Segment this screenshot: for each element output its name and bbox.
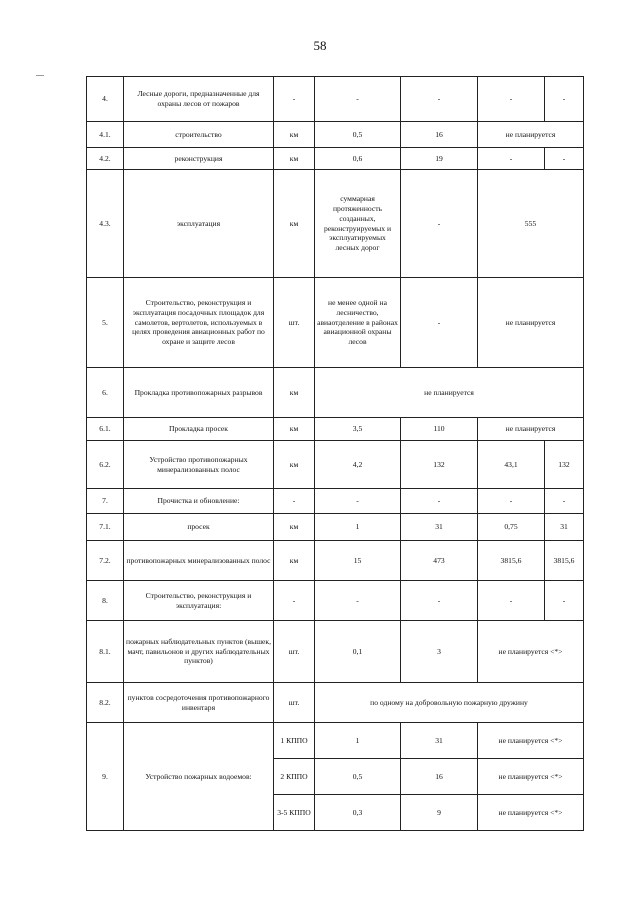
row-name: Устройство пожарных водоемов: — [124, 723, 274, 831]
table-row — [87, 418, 584, 441]
row-name: Устройство противопожарных минерализованных полос — [124, 441, 274, 489]
row-name: Прокладка противопожарных разрывов — [124, 368, 274, 418]
row-merged-value: не планируется <*> — [478, 795, 584, 831]
row-value: 0,6 — [315, 148, 401, 170]
row-value: 1 — [315, 723, 401, 759]
row-name: Лесные дороги, предназначенные для охраны лесов от пожаров — [124, 77, 274, 122]
row-name: реконструкция — [124, 148, 274, 170]
table-row — [87, 441, 584, 489]
row-value: - — [545, 77, 584, 122]
row-value: - — [545, 581, 584, 621]
row-number: 8. — [87, 581, 124, 621]
row-value: 16 — [401, 759, 478, 795]
row-unit: - — [274, 581, 315, 621]
row-number: 9. — [87, 723, 124, 831]
row-merged-value: не планируется — [478, 122, 584, 148]
row-value: - — [401, 581, 478, 621]
row-value: - — [478, 489, 545, 514]
row-value: 0,75 — [478, 514, 545, 541]
row-value: - — [401, 77, 478, 122]
row-unit: - — [274, 489, 315, 514]
row-value: - — [401, 489, 478, 514]
row-number: 8.2. — [87, 683, 124, 723]
row-unit: 3-5 КППО — [274, 795, 315, 831]
row-value: 19 — [401, 148, 478, 170]
forest-fire-measures-table — [86, 76, 584, 831]
row-value: - — [401, 170, 478, 278]
row-value: - — [545, 148, 584, 170]
table-row — [87, 148, 584, 170]
row-unit: км — [274, 418, 315, 441]
row-value: - — [545, 489, 584, 514]
row-number: 6.1. — [87, 418, 124, 441]
row-value: 15 — [315, 541, 401, 581]
row-merged-value: не планируется <*> — [478, 759, 584, 795]
row-value: - — [478, 581, 545, 621]
table-row — [87, 77, 584, 122]
row-unit: км — [274, 441, 315, 489]
row-name: Строительство, реконструкция и эксплуатация: — [124, 581, 274, 621]
row-number: 4.2. — [87, 148, 124, 170]
margin-mark — [36, 75, 44, 76]
row-number: 5. — [87, 278, 124, 368]
row-name: пожарных наблюдательных пунктов (вышек, мачт, павильонов и других наблюдательных пунктов) — [124, 621, 274, 683]
row-value: 3,5 — [315, 418, 401, 441]
table-row — [87, 122, 584, 148]
row-number: 6.2. — [87, 441, 124, 489]
row-value: 9 — [401, 795, 478, 831]
row-unit: км — [274, 170, 315, 278]
row-value: суммарная протяженность созданных, реконструируемых и эксплуатируемых лесных дорог — [315, 170, 401, 278]
row-value: - — [315, 77, 401, 122]
row-number: 4.1. — [87, 122, 124, 148]
row-value: 132 — [401, 441, 478, 489]
row-value: - — [315, 581, 401, 621]
row-unit: км — [274, 541, 315, 581]
table-row — [87, 170, 584, 278]
row-merged-value: не планируется — [478, 278, 584, 368]
row-merged-value: по одному на добровольную пожарную дружину — [315, 683, 584, 723]
table-row — [87, 723, 584, 759]
row-unit: км — [274, 148, 315, 170]
row-merged-value: не планируется <*> — [478, 621, 584, 683]
row-unit: шт. — [274, 278, 315, 368]
row-value: 3815,6 — [545, 541, 584, 581]
row-unit: - — [274, 77, 315, 122]
row-value: 31 — [401, 723, 478, 759]
table-row — [87, 514, 584, 541]
row-unit: шт. — [274, 621, 315, 683]
row-value: 16 — [401, 122, 478, 148]
table-row — [87, 621, 584, 683]
row-value: 110 — [401, 418, 478, 441]
row-value: 4,2 — [315, 441, 401, 489]
row-value: 0,5 — [315, 122, 401, 148]
row-value: - — [315, 489, 401, 514]
row-unit: км — [274, 122, 315, 148]
table-row — [87, 683, 584, 723]
row-merged-value: не планируется <*> — [478, 723, 584, 759]
row-unit: км — [274, 514, 315, 541]
row-unit: 1 КППО — [274, 723, 315, 759]
page-number: 58 — [313, 38, 327, 53]
row-name: Прокладка просек — [124, 418, 274, 441]
row-number: 4. — [87, 77, 124, 122]
row-name: эксплуатация — [124, 170, 274, 278]
row-name: Прочистка и обновление: — [124, 489, 274, 514]
row-value: 0,5 — [315, 759, 401, 795]
row-number: 8.1. — [87, 621, 124, 683]
row-value: не менее одной на лесничество, авиаотделение в районах авиационной охраны лесов — [315, 278, 401, 368]
table-row — [87, 541, 584, 581]
row-number: 7.2. — [87, 541, 124, 581]
row-value: 3 — [401, 621, 478, 683]
row-value: 3815,6 — [478, 541, 545, 581]
row-unit: 2 КППО — [274, 759, 315, 795]
table-row — [87, 278, 584, 368]
row-name: просек — [124, 514, 274, 541]
row-merged-value: не планируется — [315, 368, 584, 418]
row-number: 4.3. — [87, 170, 124, 278]
row-value: 31 — [545, 514, 584, 541]
row-unit: шт. — [274, 683, 315, 723]
row-number: 7.1. — [87, 514, 124, 541]
row-name: противопожарных минерализованных полос — [124, 541, 274, 581]
row-merged-value: 555 — [478, 170, 584, 278]
table-row — [87, 489, 584, 514]
row-value: 1 — [315, 514, 401, 541]
row-value: 473 — [401, 541, 478, 581]
table-row — [87, 581, 584, 621]
row-value: - — [401, 278, 478, 368]
row-value: 43,1 — [478, 441, 545, 489]
row-number: 6. — [87, 368, 124, 418]
row-value: 132 — [545, 441, 584, 489]
row-merged-value: не планируется — [478, 418, 584, 441]
row-value: 31 — [401, 514, 478, 541]
row-value: - — [478, 77, 545, 122]
row-name: Строительство, реконструкция и эксплуатация посадочных площадок для самолетов, вертолетов, используемых в целях проведения авиационных работ по охране и защите лесов — [124, 278, 274, 368]
row-value: 0,3 — [315, 795, 401, 831]
row-value: - — [478, 148, 545, 170]
row-value: 0,1 — [315, 621, 401, 683]
row-name: пунктов сосредоточения противопожарного инвентаря — [124, 683, 274, 723]
row-unit: км — [274, 368, 315, 418]
row-name: строительство — [124, 122, 274, 148]
table-row — [87, 368, 584, 418]
row-number: 7. — [87, 489, 124, 514]
